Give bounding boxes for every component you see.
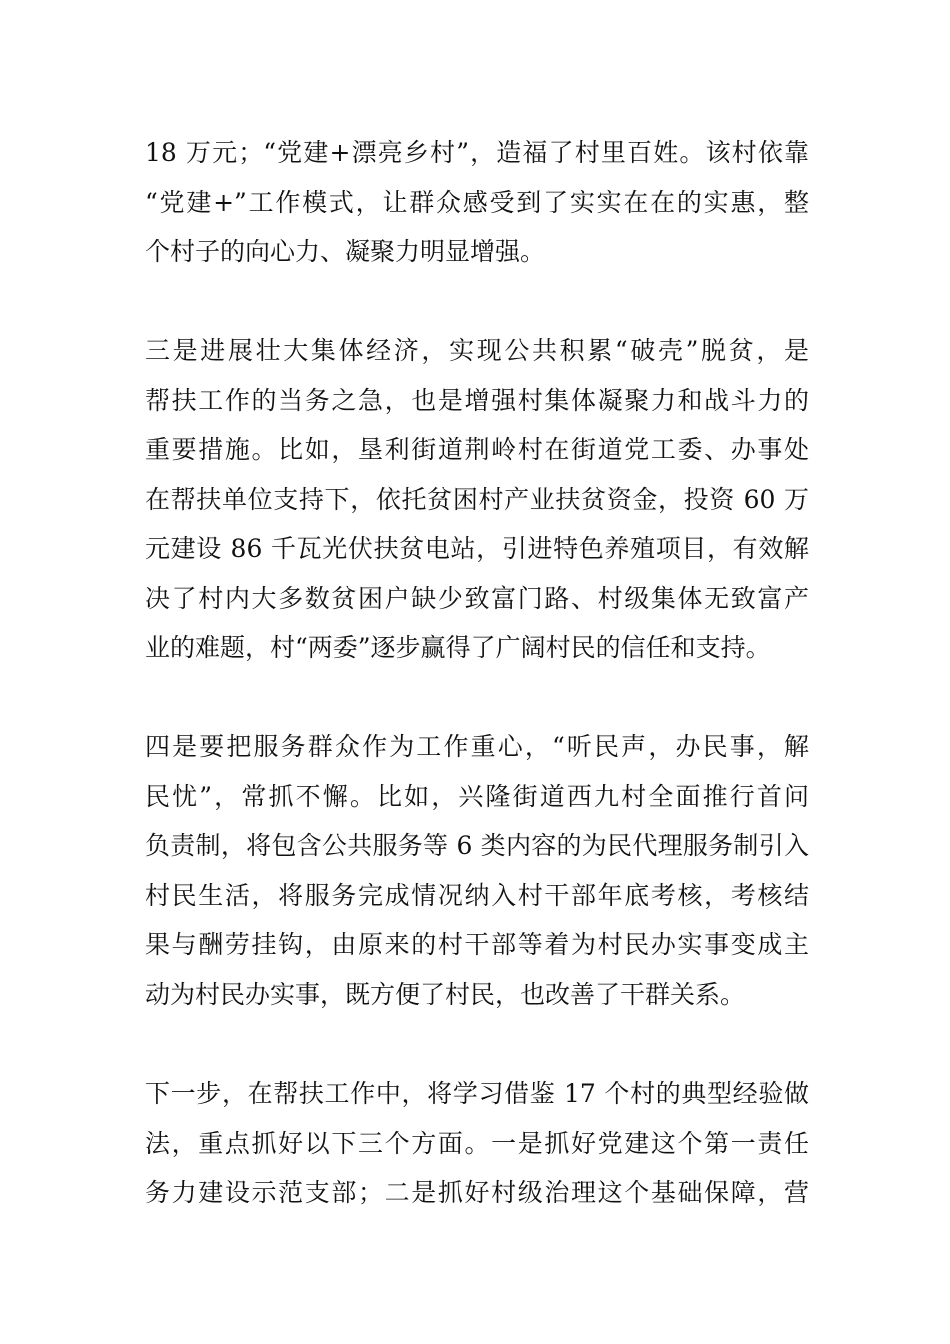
paragraph-party-building-results: [145, 128, 809, 277]
paragraph-next-steps: [145, 1069, 809, 1218]
text-line: 18 万元；“党建+漂亮乡村”，造福了村里百姓。该村依靠: [145, 138, 809, 167]
paragraph-serving-masses: [145, 722, 809, 1019]
text-line: 法，重点抓好以下三个方面。一是抓好党建这个第一责任: [145, 1128, 809, 1158]
text-line: 动为村民办实事，既方便了村民，也改善了干群关系。: [145, 979, 746, 1009]
text-line: 在帮扶单位支持下，依托贫困村产业扶贫资金，投资 60 万: [145, 484, 809, 514]
text-line: 四是要把服务群众作为工作重心，“听民声，办民事，解: [145, 732, 809, 761]
text-line: 决了村内大多数贫困户缺少致富门路、村级集体无致富产: [145, 583, 809, 613]
text-line: 个村子的向心力、凝聚力明显增强。: [145, 237, 546, 266]
paragraph-collective-economy: [145, 326, 809, 673]
text-line: 负责制，将包含公共服务等 6 类内容的为民代理服务制引入: [145, 831, 809, 860]
text-line: 果与酬劳挂钩，由原来的村干部等着为村民办实事变成主: [145, 930, 809, 959]
text-line: 帮扶工作的当务之急，也是增强村集体凝聚力和战斗力的: [145, 385, 809, 415]
text-line: 重要措施。比如，垦利街道荆岭村在街道党工委、办事处: [145, 435, 809, 464]
text-line: 业的难题，村“两委”逐步赢得了广阔村民的信任和支持。: [145, 633, 771, 662]
text-line: “党建+”工作模式，让群众感受到了实实在在的实惠，整: [145, 187, 809, 217]
text-line: 三是进展壮大集体经济，实现公共积累“破壳”脱贫，是: [145, 336, 809, 365]
text-line: 村民生活，将服务完成情况纳入村干部年底考核，考核结: [145, 880, 809, 910]
text-line: 下一步，在帮扶工作中，将学习借鉴 17 个村的典型经验做: [145, 1079, 809, 1108]
text-line: 元建设 86 千瓦光伏扶贫电站，引进特色养殖项目，有效解: [145, 534, 809, 563]
text-line: 民忧”，常抓不懈。比如，兴隆街道西九村全面推行首问: [145, 781, 809, 811]
text-line: 务力建设示范支部；二是抓好村级治理这个基础保障，营: [145, 1178, 809, 1207]
